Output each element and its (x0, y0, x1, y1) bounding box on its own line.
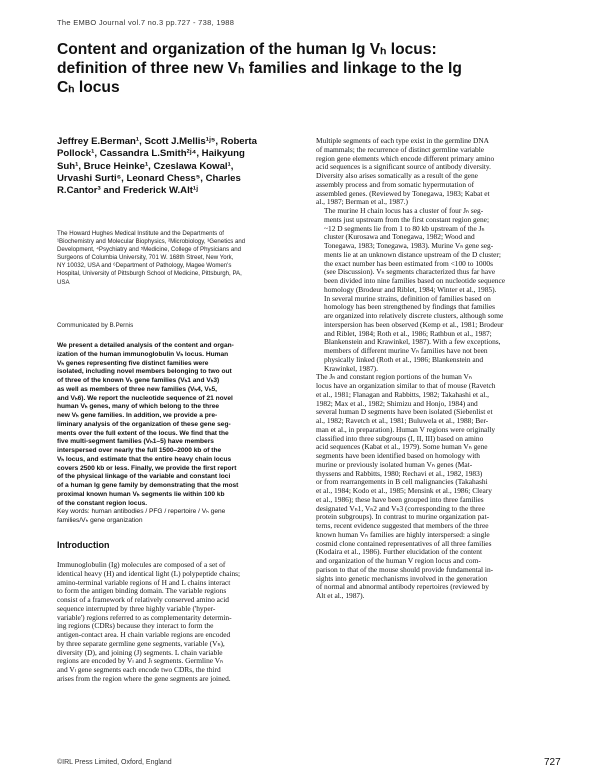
text-line: ments just upstream from the first constant region gene; (324, 214, 490, 224)
title-line: definition of three new Vₕ families and linkage to the Ig (57, 60, 462, 77)
abstract-line: of three of the known Vₕ gene families (Vₕ1 and Vₕ3) (57, 377, 220, 384)
abstract-line: and Vₕ6). We report the nucleotide sequence of 21 novel (57, 394, 233, 402)
text-line: designated Vₕ1, Vₕ2 and Vₕ3 (corresponding to the three (316, 503, 485, 513)
text-line: regions are encoded by Vₗ and Jₗ segments. Germline Vₕ (57, 656, 224, 666)
right-column (316, 137, 570, 601)
text-line: acid sequences (Kabat et al., 1979). Some human Vₕ gene (316, 442, 488, 452)
text-line: known human Vₕ families are highly interspersed: a single (316, 529, 490, 539)
abstract-line: of the physical linkage of the variable and constant loci (57, 473, 231, 481)
text-line: diversity (D), and joining (J) segments. L chain variable (57, 647, 223, 657)
text-line: terns, recent evidence suggested that members of the three (316, 521, 489, 530)
abstract-line: liminary analysis of the organization of these gene seg- (57, 420, 231, 428)
text-line: segments have been identified based on homology with (316, 451, 480, 460)
text-line: Multiple segments of each type exist in the germline DNA (316, 136, 490, 145)
body-paragraph (316, 207, 570, 373)
text-line: cosmid clone contained representatives of all three families (316, 538, 492, 548)
text-line: et al., 1981; Flanagan and Rabbitts, 1982; Takahashi et al., (316, 389, 489, 399)
affiliation-line: NY 10032, USA and ⁶Department of Pathology, Magee Women's (57, 262, 232, 270)
abstract-line: new Vₕ gene families. In addition, we provide a pre- (57, 412, 218, 419)
affiliation-line: Hospital, University of Pittsburgh School of Medicine, Pittsburgh, PA, (57, 270, 242, 278)
abstract-line: ization of the human immunoglobulin Vₕ locus. Human (57, 350, 229, 358)
affiliation-line: The Howard Hughes Medical Institute and the Departments of (57, 230, 224, 237)
text-line: identical heavy (H) and identical light (L) polypeptide chains; (57, 568, 241, 578)
text-line: al., 1987; Berman et al., 1987.) (316, 197, 408, 207)
text-line: al., 1982; Ravetch et al., 1981; Buluwela et al., 1988; Ber- (316, 416, 489, 425)
text-line: the exact number has been estimated from <100 to 1000s (324, 258, 493, 268)
text-line: ments lie at an unknown distance upstream of the D cluster; (324, 249, 501, 259)
text-line: assembly process and from somatic hypermutation of (316, 179, 475, 189)
text-line: Diversity also arises somatically as a result of the gene (316, 171, 478, 180)
text-line: to form the antigen binding domain. The variable regions (57, 586, 227, 596)
author-line: Suh¹, Bruce Heinke¹, Czeslawa Kowal¹, (57, 160, 234, 172)
author-line: R.Cantor³ and Frederick W.Alt¹ʲ (57, 185, 198, 197)
text-line: and Vₗ gene segments each encode two CDRs, the third (57, 665, 221, 674)
text-line: interspersion has been observed (Kemp et al., 1981; Brodeur (324, 319, 504, 329)
text-line: or from rearrangements in B cell malignancies (Takahashi (316, 477, 488, 487)
text-line: Tonegawa, 1983; Tonegawa, 1983). Murine Vₕ gene seg- (324, 241, 494, 250)
text-line: and organization of the human V region locus and com- (316, 556, 481, 565)
abstract-line: ments over the full extent of the locus. We find that the (57, 429, 229, 437)
text-line: ing regions (CDRs) because they interact to form the (57, 621, 214, 631)
abstract-line: human Vₕ genes, many of which belong to the three (57, 403, 220, 411)
publisher-footer: ©IRL Press Limited, Oxford, England (57, 759, 172, 766)
text-line: murine or previously isolated human Vₕ genes (Mat- (316, 459, 473, 469)
text-line: cluster (Kurosawa and Tonegawa, 1982; Wood and (324, 232, 475, 242)
abstract-line: Vₕ genes representing five distinct families were (57, 359, 209, 367)
affiliation-line: Development, ⁴Psychiatry and ⁵Medicine, College of Physicians and (57, 246, 241, 254)
abstract-line: Vₕ locus, and estimate that the entire heavy chain locus (57, 455, 232, 463)
text-line: et al., 1984; Kodo et al., 1985; Mensink et al., 1986; Cleary (316, 486, 492, 495)
abstract-line: five multi-segment families (Vₕ1–5) have members (57, 438, 214, 446)
text-line: antigen-contact area. H chain variable regions are encoded (57, 630, 231, 639)
text-line: amino-terminal variable regions of H and L chains interact (57, 577, 231, 587)
text-line: and Riblet, 1984; Roth et al., 1986; Rathbun et al., 1987; (324, 328, 492, 338)
title-line: Content and organization of the human Ig Vₕ locus: (57, 41, 437, 58)
introduction-paragraph (57, 561, 303, 684)
abstract-line: proximal known human Vₕ segments lie within 100 kb (57, 490, 225, 498)
text-line: man et al., in preparation). Human V regions were originally (316, 424, 496, 434)
text-line: assembled genes. (Reviewed by Tonegawa, 1983; Kabat et (316, 188, 490, 198)
abstract-line: isolated, including novel members belonging to two out (57, 368, 232, 376)
article-title (57, 40, 557, 97)
affiliation-line: USA (57, 278, 70, 286)
text-line: region gene elements which encode different primary amino (316, 153, 495, 163)
text-line: Krawinkel, 1987). (324, 363, 378, 373)
text-line: consist of a framework of relatively conserved amino acid (57, 595, 229, 604)
author-list (57, 136, 303, 197)
key-words-line: Key words: human antibodies / PFG / repertoire / Vₕ gene (57, 508, 226, 516)
text-line: ~12 D segments lie from 1 to 80 kb upstream of the Jₕ (324, 223, 485, 233)
affiliation-line: Surgeons of Columbia University, 701 W. 168th Street, New York, (57, 254, 234, 262)
text-line: homology has been strengthened by findings that families (324, 302, 495, 312)
text-line: parison to that of the mouse should provide fundamental in- (316, 564, 494, 574)
text-line: In several murine strains, definition of families based on (324, 293, 491, 303)
abstract-line: covers 2500 kb or less. Finally, we provide the first report (57, 464, 237, 472)
text-line: Blankenstein and Krawinkel, 1987). With a few exceptions, (324, 337, 501, 347)
text-line: protein subgroups). In contrast to murine organization pat- (316, 512, 490, 522)
text-line: The Jₕ and constant region portions of the human Vₕ (316, 372, 472, 382)
text-line: (Kodaira et al., 1986). Further elucidation of the content (316, 547, 483, 557)
text-line: several human D segments have been isolated (Siebenlist et (316, 407, 493, 417)
text-line: homology (Brodeur and Riblet, 1984; Winter et al., 1985). (324, 284, 497, 294)
abstract (57, 342, 303, 526)
text-line: thyssens and Rabbitts, 1980; Rechavi et al., 1982, 1983) (316, 468, 483, 478)
text-line: by three separate germline gene segments, variable (Vₕ), (57, 638, 225, 648)
text-line: physically linked (Roth et al., 1986; Blankenstein and (324, 354, 484, 364)
text-line: acid sequences is a significant source of antibody diversity. (316, 162, 491, 172)
abstract-line: of the constant region locus. (57, 499, 148, 507)
abstract-line: as well as members of three new families (Vₕ4, Vₕ5, (57, 385, 217, 393)
text-line: et al., 1986); these have been grouped into three families (316, 494, 484, 504)
body-paragraph (316, 373, 570, 601)
text-line: Alt et al., 1987). (316, 591, 365, 600)
key-words-line: families/Vₕ gene organization (57, 517, 143, 524)
page-number: 727 (544, 757, 561, 768)
text-line: sequence interrupted by three highly variable ('hyper- (57, 603, 216, 613)
text-line: variable') regions referred to as complementarity determin- (57, 612, 232, 622)
text-line: of normal and abnormal antibody repertoires (reviewed by (316, 582, 490, 592)
journal-citation: The EMBO Journal vol.7 no.3 pp.727 - 738, 1988 (57, 18, 235, 27)
text-line: locus have an organization similar to that of mouse (Ravetch (316, 381, 496, 390)
author-line: Urvashi Surti⁶, Leonard Chess⁵, Charles (57, 172, 241, 184)
affiliations (57, 230, 303, 287)
text-line: The murine H chain locus has a cluster of four Jₕ seg- (324, 206, 484, 215)
abstract-line: interspersed over nearly the full 1500–2000 kb of the (57, 447, 222, 454)
text-line: sights into genetic mechanisms involved in the generation (316, 573, 488, 583)
text-line: (see Discussion). Vₕ segments characterized thus far have (324, 267, 496, 277)
text-line: 1982; Max et al., 1982; Shimizu and Honjo, 1984) and (316, 398, 478, 408)
text-line: of mammals; the recurrence of distinct germline variable (316, 144, 485, 154)
text-line: classified into three subgroups (I, II, III) based on amino (316, 433, 484, 443)
text-line: Immunoglobulin (Ig) molecules are composed of a set of (57, 560, 226, 569)
text-line: are organized into relatively discrete clusters, although some (324, 311, 504, 320)
title-line: Cₕ locus (57, 79, 120, 96)
abstract-line: We present a detailed analysis of the content and organ- (57, 342, 234, 349)
communicated-by: Communicated by B.Pernis (57, 322, 134, 329)
affiliation-line: ¹Biochemistry and Molecular Biophysics, ²Microbiology, ³Genetics and (57, 238, 246, 246)
text-line: arises from the region where the gene segments are joined. (57, 673, 231, 683)
text-line: members of different murine Vₕ families have not been (324, 346, 488, 355)
abstract-line: of a human Ig gene family by demonstrating that the most (57, 482, 239, 489)
text-line: been divided into nine families based on nucleotide sequence (324, 276, 506, 285)
author-line: Pollock¹, Cassandra L.Smith²ʲ⁴, Haikyung (57, 148, 245, 160)
author-line: Jeffrey E.Berman¹, Scott J.Mellis¹ʲ⁵, Roberta (57, 136, 257, 147)
body-paragraph (316, 137, 570, 207)
section-heading-introduction: Introduction (57, 540, 110, 550)
